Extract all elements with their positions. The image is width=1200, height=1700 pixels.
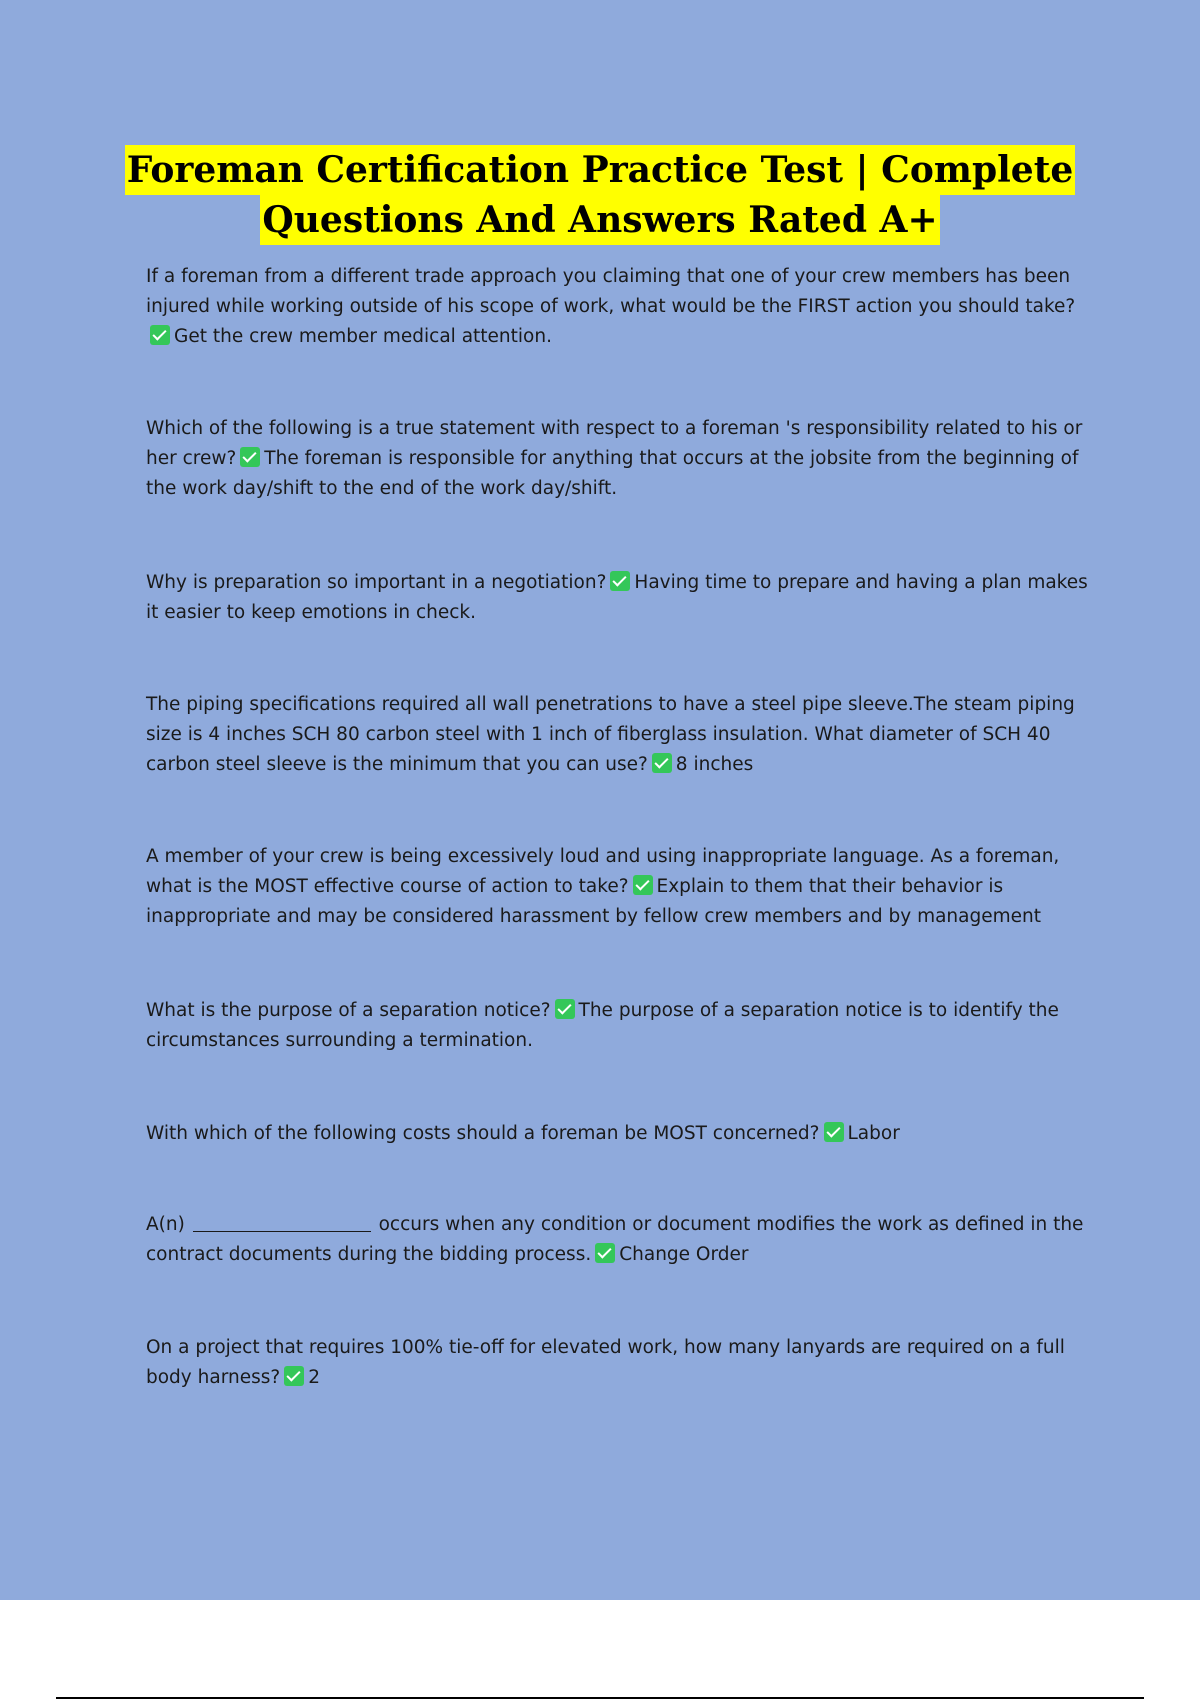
question-text-after-blank: occurs when any condition or document modifies the work as defined in the contract documents during the bidding process.	[146, 1214, 1084, 1265]
qa-item-8	[146, 1210, 1096, 1270]
title-line-1: Foreman Certification Practice Test | Complete	[125, 145, 1075, 195]
green-check-box-icon	[555, 999, 575, 1019]
green-check-box-icon	[633, 875, 653, 895]
green-check-box-icon	[595, 1243, 615, 1263]
green-check-box-icon	[240, 447, 260, 467]
question-text: With which of the following costs should a foreman be MOST concerned?	[146, 1123, 820, 1144]
green-check-box-icon	[652, 753, 672, 773]
qa-item-1	[146, 262, 1096, 352]
question-text: A member of your crew is being excessively loud and using inappropriate language. As a foreman, what is the MOST effective course of action to take?	[146, 846, 1060, 897]
qa-item-3	[146, 568, 1096, 628]
qa-item-2	[146, 414, 1096, 504]
question-text-before-blank: A(n)	[146, 1214, 185, 1235]
qa-item-9	[146, 1333, 1096, 1393]
answer-text: Having time to prepare and having a plan makes it easier to keep emotions in check.	[146, 572, 1088, 623]
qa-item-7	[146, 1119, 1096, 1149]
qa-item-5	[146, 842, 1096, 932]
question-text: If a foreman from a different trade approach you claiming that one of your crew members has been injured while working outside of his scope of work, what would be the FIRST action you should take?	[146, 266, 1076, 317]
qa-item-4	[146, 690, 1096, 780]
title-line-2: Questions And Answers Rated A+	[260, 195, 939, 245]
green-check-box-icon	[150, 325, 170, 345]
answer-text: Labor	[847, 1123, 900, 1144]
question-text: Which of the following is a true statement with respect to a foreman 's responsibility related to his or her crew?	[146, 418, 1083, 469]
answer-text: The purpose of a separation notice is to identify the circumstances surrounding a termination.	[146, 1000, 1059, 1051]
fill-in-blank	[193, 1213, 371, 1232]
question-text: What is the purpose of a separation notice?	[146, 1000, 551, 1021]
answer-text: Change Order	[619, 1244, 749, 1265]
footer-divider	[56, 1697, 1144, 1699]
answer-text: 2	[308, 1367, 320, 1388]
question-text: On a project that requires 100% tie-off for elevated work, how many lanyards are required on a full body harness?	[146, 1337, 1065, 1388]
answer-text: Get the crew member medical attention.	[174, 326, 552, 347]
qa-item-6	[146, 996, 1096, 1056]
green-check-box-icon	[824, 1122, 844, 1142]
green-check-box-icon	[610, 571, 630, 591]
question-text: The piping specifications required all wall penetrations to have a steel pipe sleeve.The steam piping size is 4 inches SCH 80 carbon steel with 1 inch of fiberglass insulation. What diameter of SCH 40 carbon steel sleeve is the minimum that you can use?	[146, 694, 1075, 775]
question-text: Why is preparation so important in a negotiation?	[146, 572, 607, 593]
answer-text: 8 inches	[675, 754, 754, 775]
answer-text: The foreman is responsible for anything that occurs at the jobsite from the beginning of the work day/shift to the end of the work day/shift.	[146, 448, 1079, 499]
answer-text: Explain to them that their behavior is inappropriate and may be considered harassment by fellow crew members and by management	[146, 876, 1041, 927]
green-check-box-icon	[284, 1366, 304, 1386]
document-title	[0, 145, 1200, 245]
